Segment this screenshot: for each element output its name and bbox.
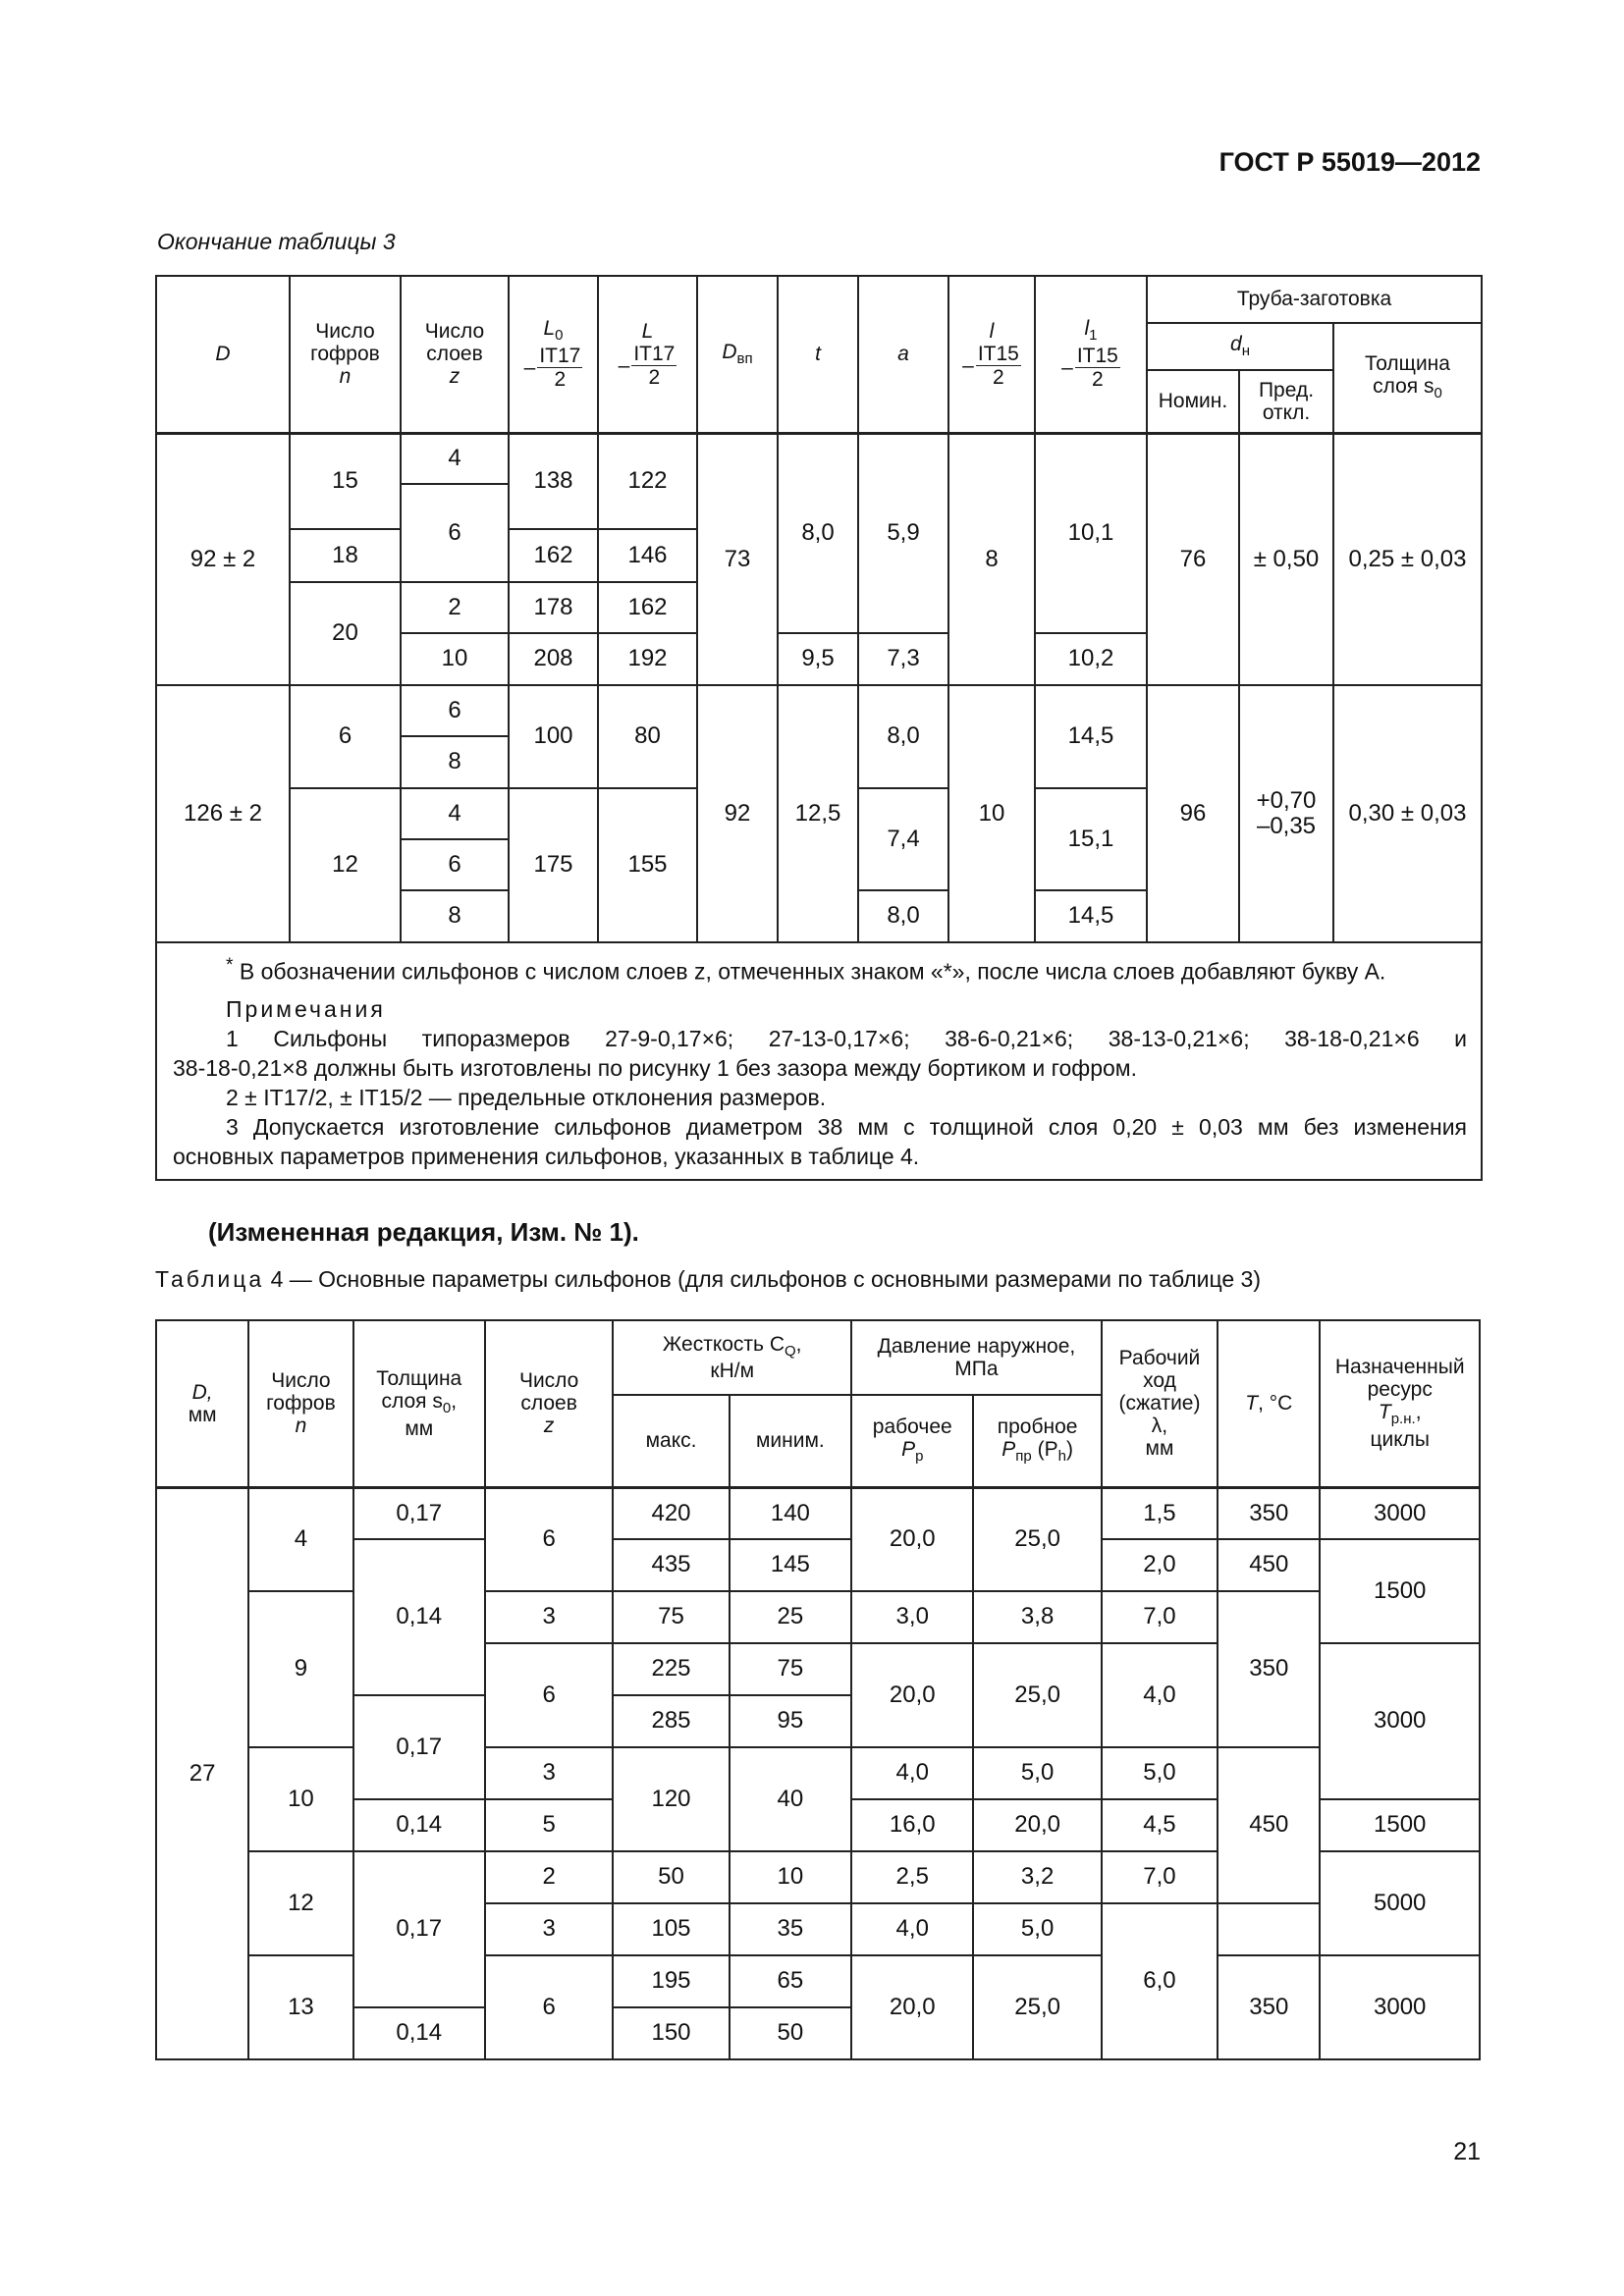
g2-L0-100: 100 [509,685,598,788]
note-1-line1: 1 Сильфоны типоразмеров 27-9-0,17×6; 27-13-0,17×6; 38-6-0,21×6; 38-13-0,21×6; 38-18-0,21×6 и [226,1025,1467,1051]
t4-T-350a: 350 [1218,1487,1320,1539]
t4-s-014a: 0,14 [353,1539,485,1695]
g1-a-73: 7,3 [858,633,948,685]
t4-min-r8: 10 [730,1851,851,1903]
footnote-text: В обозначении сильфонов с числом слоев z, отмеченных знаком «*», после числа слоев добавляют букву А. [239,958,1386,985]
g2-dn-nom: 96 [1147,685,1239,942]
t4-min-r3: 25 [730,1591,851,1643]
t4-max-r8: 50 [613,1851,729,1903]
header-l1: $l_1$ – IT15 2 [1035,276,1147,433]
g2-Dvp: 92 [697,685,778,942]
header-sloev: Число слоев z [401,276,509,433]
note-3-line1: 3 Допускается изготовление сильфонов диаметром 38 мм с толщиной слоя 0,20 ± 0,03 мм без изменения [226,1113,1467,1140]
t4-max-r4: 225 [613,1643,729,1695]
t4-max-r5: 285 [613,1695,729,1747]
g1-s0: 0,25 ± 0,03 [1333,433,1482,685]
header-nomin: Номин. [1147,370,1239,433]
g2-l1-145a: 14,5 [1035,685,1147,788]
t4-min-r6: 40 [730,1747,851,1851]
header-D: D [156,276,290,433]
header-L: L – IT17 2 [598,276,697,433]
g2-z-4: 4 [401,788,509,839]
g2-z-6b: 6 [401,839,509,890]
t4-z-3c: 3 [485,1903,613,1955]
t4-h-70a: 7,0 [1102,1591,1218,1643]
g1-n-20: 20 [290,582,401,685]
t4-header-davl: Давление наружное, МПа [851,1320,1102,1395]
g1-t-95: 9,5 [778,633,858,685]
t4-h-70b: 7,0 [1102,1851,1218,1903]
t4-z-5: 5 [485,1799,613,1851]
header-Dvp: $D_{вп}$ [697,276,778,433]
t4-s-017c: 0,17 [353,1851,485,2007]
header-a: a [858,276,948,433]
g1-L0-138: 138 [509,433,598,529]
t4-z-6c: 6 [485,1955,613,2059]
t4-header-hod: Рабочий ход (сжатие) λ, мм [1102,1320,1218,1487]
t4-pr-40a: 4,0 [851,1747,973,1799]
t4-pr-30: 3,0 [851,1591,973,1643]
t4-pr-20b: 20,0 [851,1643,973,1747]
t4-z-2: 2 [485,1851,613,1903]
table3-notes: * В обозначении сильфонов с числом слоев z, отмеченных знаком «*», после числа слоев добавляют букву А. Примечания 1 Сильфоны типоразмеров 27-9-0,17×6; 27-13-0,17×6; 38-6-0,21×6; 38-13-0,21×6; 38-18-0,21×6 и 38-18-0,21×8 должны быть изготовлены по рисунку 1 без зазора между бортиком и гофром. 2 ± IT17/2, ± IT15/2 — предельные отклонения размеров. 3 Допускается изготовление сильфонов диаметром 38 мм с толщиной слоя 0,20 ± 0,03 мм без изменения основных параметров применения сильфонов, указанных в таблице 4. [156,942,1482,1180]
g1-l1-102: 10,2 [1035,633,1147,685]
t4-max-r10: 195 [613,1955,729,2007]
t4-min-r9: 35 [730,1903,851,1955]
header-gofr: Число гофров n [290,276,401,433]
g1-t-80: 8,0 [778,433,858,633]
t4-s-014c: 0,14 [353,2007,485,2059]
g2-l: 10 [948,685,1035,942]
g1-D: 92 ± 2 [156,433,290,685]
g2-L0-175: 175 [509,788,598,942]
t4-h-40: 4,0 [1102,1643,1218,1747]
t4-n-12: 12 [248,1851,352,1955]
t4-pr-20a: 20,0 [851,1487,973,1591]
t4-s-014b: 0,14 [353,1799,485,1851]
t4-n-10: 10 [248,1747,352,1851]
t4-z-6a: 6 [485,1487,613,1591]
t4-pp-25a: 25,0 [973,1487,1101,1591]
g2-t: 12,5 [778,685,858,942]
t4-max-r6: 120 [613,1747,729,1851]
t4-header-maks: макс. [613,1395,729,1487]
t4-min-r2: 145 [730,1539,851,1591]
g1-L-162: 162 [598,582,697,633]
g1-L0-162: 162 [509,529,598,582]
t4-header-tolsh: Толщина слоя $s_0$, мм [353,1320,485,1487]
t4-R-3000a: 3000 [1320,1487,1480,1539]
t4-D: 27 [156,1487,248,2059]
note-2: 2 ± IT17/2, ± IT15/2 — предельные отклонения размеров. [226,1084,827,1110]
t4-pp-25c: 25,0 [973,1955,1101,2059]
t4-header-T: T, °C [1218,1320,1320,1487]
table-3 [155,275,1483,1181]
g1-L-146: 146 [598,529,697,582]
t4-min-r1: 140 [730,1487,851,1539]
t4-header-sloev: Число слоев z [485,1320,613,1487]
page-number: 21 [1453,2138,1481,2165]
t4-header-prob: пробное $P_{пр}$ $(P_h)$ [973,1395,1101,1487]
t4-z-3a: 3 [485,1591,613,1643]
t4-pr-25: 2,5 [851,1851,973,1903]
g2-l1-151: 15,1 [1035,788,1147,890]
t4-min-r11: 50 [730,2007,851,2059]
g2-s0: 0,30 ± 0,03 [1333,685,1482,942]
g1-l: 8 [948,433,1035,685]
header-pred: Пред. откл. [1239,370,1333,433]
g2-z-8a: 8 [401,736,509,788]
t4-R-1500b: 1500 [1320,1799,1480,1851]
note-1-line2: 38-18-0,21×8 должны быть изготовлены по рисунку 1 без зазора между бортиком и гофром. [173,1054,1138,1081]
g1-n-18: 18 [290,529,401,582]
g2-L-155: 155 [598,788,697,942]
t4-h-50: 5,0 [1102,1747,1218,1799]
t4-pr-20c: 20,0 [851,1955,973,2059]
g1-L-122: 122 [598,433,697,529]
g1-z-10: 10 [401,633,509,685]
g1-z-2: 2 [401,582,509,633]
t4-n-13: 13 [248,1955,352,2059]
table4-caption: Таблица 4 — Основные параметры сильфонов (для сильфонов с основными размерами по таблице 3) [155,1266,1262,1292]
t4-h-60: 6,0 [1102,1903,1218,2059]
g1-dn-nom: 76 [1147,433,1239,685]
g1-z-6: 6 [401,484,509,582]
t4-s-017a: 0,17 [353,1487,485,1539]
t4-T-350c: 350 [1218,1955,1320,2059]
t4-pp-38: 3,8 [973,1591,1101,1643]
g2-z-8b: 8 [401,890,509,942]
g1-Dvp: 73 [697,433,778,685]
g1-L-192: 192 [598,633,697,685]
table-4 [155,1319,1481,2060]
g1-a-59: 5,9 [858,433,948,633]
g1-dn-pred: ± 0,50 [1239,433,1333,685]
g2-a-80b: 8,0 [858,890,948,942]
header-truba: Труба-заготовка [1147,276,1482,323]
header-dn: $d_н$ [1147,323,1333,370]
g2-dn-pred: +0,70 –0,35 [1239,685,1333,942]
t4-R-5000: 5000 [1320,1851,1480,1955]
t4-max-r9: 105 [613,1903,729,1955]
header-t: t [778,276,858,433]
t4-max-r2: 435 [613,1539,729,1591]
t4-n-4: 4 [248,1487,352,1591]
t4-pr-40b: 4,0 [851,1903,973,1955]
g2-D: 126 ± 2 [156,685,290,942]
g2-L-80: 80 [598,685,697,788]
t4-min-r5: 95 [730,1695,851,1747]
t4-pp-50a: 5,0 [973,1747,1101,1799]
redaction-note: (Измененная редакция, Изм. № 1). [208,1217,639,1247]
t4-R-1500a: 1500 [1320,1539,1480,1643]
t4-header-minim: миним. [730,1395,851,1487]
header-tolshchina: Толщина слоя $s_0$ [1333,323,1482,433]
g1-L0-178: 178 [509,582,598,633]
t4-pp-32: 3,2 [973,1851,1101,1903]
t4-h-20: 2,0 [1102,1539,1218,1591]
g2-a-74: 7,4 [858,788,948,890]
t4-max-r3: 75 [613,1591,729,1643]
t4-pp-25b: 25,0 [973,1643,1101,1747]
t4-T-450b: 450 [1218,1747,1320,1903]
table3-continuation-caption: Окончание таблицы 3 [157,229,396,254]
t4-header-gofr: Число гофров n [248,1320,352,1487]
document-code: ГОСТ Р 55019—2012 [1218,147,1481,177]
t4-n-9: 9 [248,1591,352,1747]
t4-header-rab: рабочее $P_р$ [851,1395,973,1487]
t4-max-r1: 420 [613,1487,729,1539]
t4-pr-160: 16,0 [851,1799,973,1851]
t4-h-15: 1,5 [1102,1487,1218,1539]
t4-header-resurs: Назначенный ресурс $T_{р.н.}$, циклы [1320,1320,1480,1487]
t4-header-D: D, мм [156,1320,248,1487]
t4-T-350b: 350 [1218,1591,1320,1747]
t4-z-6b: 6 [485,1643,613,1747]
t4-h-45: 4,5 [1102,1799,1218,1851]
g2-n-6: 6 [290,685,401,788]
t4-R-3000b: 3000 [1320,1643,1480,1799]
t4-pp-50b: 5,0 [973,1903,1101,1955]
header-l: l – IT15 2 [948,276,1035,433]
note-3-line2: основных параметров применения сильфонов, указанных в таблице 4. [173,1143,920,1169]
g2-l1-145b: 14,5 [1035,890,1147,942]
notes-title: Примечания [226,995,386,1022]
t4-max-r11: 150 [613,2007,729,2059]
t4-s-017b: 0,17 [353,1695,485,1799]
t4-z-3b: 3 [485,1747,613,1799]
t4-R-3000c: 3000 [1320,1955,1480,2059]
g1-L0-208: 208 [509,633,598,685]
t4-min-r4: 75 [730,1643,851,1695]
header-L0: $L_0$ – IT17 2 [509,276,598,433]
t4-header-zhest: Жесткость $C_Q$, кН/м [613,1320,851,1395]
t4-T-450a: 450 [1218,1539,1320,1591]
g1-l1-101: 10,1 [1035,433,1147,633]
g2-z-6a: 6 [401,685,509,736]
g1-z-4: 4 [401,433,509,484]
g1-n-15: 15 [290,433,401,529]
g2-a-80a: 8,0 [858,685,948,788]
g2-n-12: 12 [290,788,401,942]
t4-pp-200: 20,0 [973,1799,1101,1851]
t4-min-r10: 65 [730,1955,851,2007]
